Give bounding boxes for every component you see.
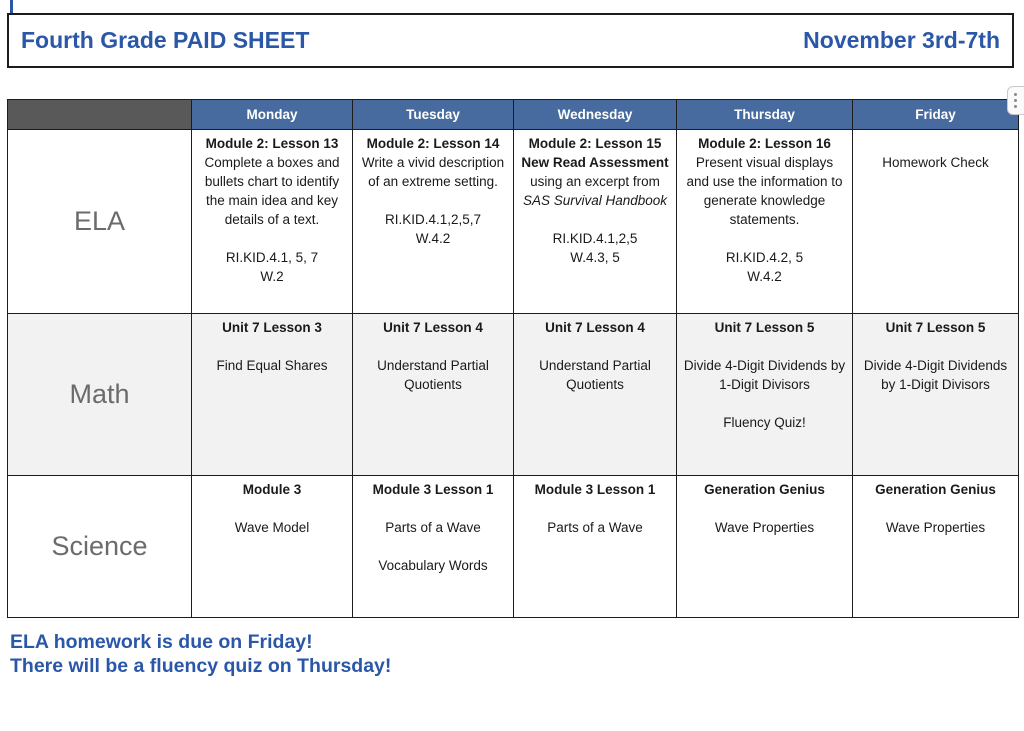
lesson-text-line: Module 2: Lesson 14: [366, 136, 500, 151]
date-range: November 3rd-7th: [803, 27, 1000, 53]
lesson-text-line: [198, 229, 346, 248]
schedule-table-body: [8, 130, 1019, 618]
day-header-wednesday: Wednesday: [514, 100, 677, 130]
lesson-text-line: Parts of a Wave: [385, 520, 481, 535]
footer-notes: [10, 630, 391, 678]
day-header-tuesday: Tuesday: [353, 100, 514, 130]
lesson-text-line: Wave Model: [234, 520, 310, 535]
lesson-text-line: New Read Assessment using an excerpt from SAS Survival Handbook: [521, 155, 669, 208]
lesson-text-line: [198, 499, 346, 518]
day-header-row: [8, 100, 1019, 130]
lesson-cell-ela-friday[interactable]: [853, 130, 1019, 314]
lesson-text-line: [520, 210, 670, 229]
lesson-text-line: [359, 337, 507, 356]
lesson-text-line: W.4.2: [415, 231, 451, 246]
lesson-cell-science-thursday[interactable]: [677, 476, 853, 618]
lesson-cell-science-friday[interactable]: [853, 476, 1019, 618]
lesson-text-line: [859, 134, 1012, 153]
lesson-cell-science-tuesday[interactable]: [353, 476, 514, 618]
lesson-cell-science-wednesday[interactable]: [514, 476, 677, 618]
lesson-text-line: W.4.2: [747, 269, 782, 284]
lesson-text-line: Unit 7 Lesson 3: [222, 320, 322, 335]
lesson-text-line: RI.KID.4.1, 5, 7: [225, 250, 319, 265]
schedule-table-wrap: [7, 99, 1018, 618]
subject-cell-science: Science: [8, 476, 192, 618]
subject-row-science: [8, 476, 1019, 618]
lesson-text-line: [198, 337, 346, 356]
lesson-text-line: Fluency Quiz!: [723, 415, 806, 430]
lesson-text-line: Find Equal Shares: [216, 358, 328, 373]
lesson-text-line: Unit 7 Lesson 4: [383, 320, 483, 335]
day-header-thursday: Thursday: [677, 100, 853, 130]
lesson-cell-math-friday[interactable]: [853, 314, 1019, 476]
page-title: Fourth Grade PAID SHEET: [21, 27, 310, 53]
lesson-text-line: [359, 537, 507, 556]
lesson-text-line: Wave Properties: [714, 520, 815, 535]
day-header-monday: Monday: [192, 100, 353, 130]
lesson-cell-ela-tuesday[interactable]: [353, 130, 514, 314]
lesson-text-line: Module 2: Lesson 16: [698, 136, 831, 151]
text-cursor-icon: [10, 0, 13, 13]
lesson-text-line: RI.KID.4.1,2,5: [552, 231, 638, 246]
lesson-text-line: [520, 337, 670, 356]
lesson-text-line: [683, 394, 846, 413]
lesson-cell-math-monday[interactable]: [192, 314, 353, 476]
lesson-cell-science-monday[interactable]: [192, 476, 353, 618]
lesson-text-line: Complete a boxes and bullets chart to identify the main idea and key details of a text.: [204, 155, 340, 227]
lesson-text-line: [520, 499, 670, 518]
lesson-text-line: [359, 499, 507, 518]
lesson-text-line: Unit 7 Lesson 4: [545, 320, 645, 335]
lesson-text-line: Parts of a Wave: [547, 520, 643, 535]
note-line: There will be a fluency quiz on Thursday!: [10, 655, 392, 677]
lesson-text-line: Present visual displays and use the information to generate knowledge statements.: [686, 155, 843, 227]
lesson-text-line: Understand Partial Quotients: [377, 358, 489, 392]
lesson-cell-math-tuesday[interactable]: [353, 314, 514, 476]
lesson-text-line: Divide 4-Digit Dividends by 1-Digit Divisors: [863, 358, 1008, 392]
lesson-text-line: Wave Properties: [885, 520, 986, 535]
lesson-cell-ela-wednesday[interactable]: [514, 130, 677, 314]
lesson-text-line: W.4.3, 5: [570, 250, 620, 265]
lesson-text-line: Module 3 Lesson 1: [534, 482, 656, 497]
lesson-cell-ela-monday[interactable]: [192, 130, 353, 314]
subject-cell-ela: ELA: [8, 130, 192, 314]
lesson-text-line: Homework Check: [882, 155, 989, 170]
day-header-friday: Friday: [853, 100, 1019, 130]
lesson-text-line: Module 2: Lesson 15: [528, 136, 662, 151]
lesson-text-line: Generation Genius: [875, 482, 996, 497]
lesson-text-line: Unit 7 Lesson 5: [714, 320, 815, 335]
lesson-cell-math-wednesday[interactable]: [514, 314, 677, 476]
lesson-cell-ela-thursday[interactable]: [677, 130, 853, 314]
lesson-cell-math-thursday[interactable]: [677, 314, 853, 476]
lesson-text-line: [683, 229, 846, 248]
comments-handle-icon[interactable]: [1007, 86, 1024, 115]
subject-row-ela: [8, 130, 1019, 314]
lesson-text-line: Understand Partial Quotients: [539, 358, 651, 392]
lesson-text-line: Divide 4-Digit Dividends by 1-Digit Divisors: [683, 358, 846, 392]
lesson-text-line: [359, 191, 507, 210]
lesson-text-line: Module 3 Lesson 1: [372, 482, 494, 497]
lesson-text-line: Module 3: [242, 482, 302, 497]
lesson-text-line: Write a vivid description of an extreme setting.: [361, 155, 505, 189]
lesson-text-line: [683, 499, 846, 518]
lesson-text-line: [683, 337, 846, 356]
title-bar: [7, 13, 1014, 68]
lesson-text-line: Unit 7 Lesson 5: [885, 320, 986, 335]
subject-cell-math: Math: [8, 314, 192, 476]
subject-row-math: [8, 314, 1019, 476]
corner-cell: [8, 100, 192, 130]
lesson-text-line: [859, 337, 1012, 356]
lesson-text-line: W.2: [260, 269, 284, 284]
lesson-text-line: Module 2: Lesson 13: [205, 136, 339, 151]
lesson-text-line: [859, 499, 1012, 518]
lesson-text-line: RI.KID.4.1,2,5,7: [384, 212, 482, 227]
lesson-text-line: RI.KID.4.2, 5: [725, 250, 804, 265]
lesson-text-line: Vocabulary Words: [378, 558, 488, 573]
schedule-table: [7, 99, 1019, 618]
note-line: ELA homework is due on Friday!: [10, 631, 313, 653]
lesson-text-line: Generation Genius: [704, 482, 825, 497]
